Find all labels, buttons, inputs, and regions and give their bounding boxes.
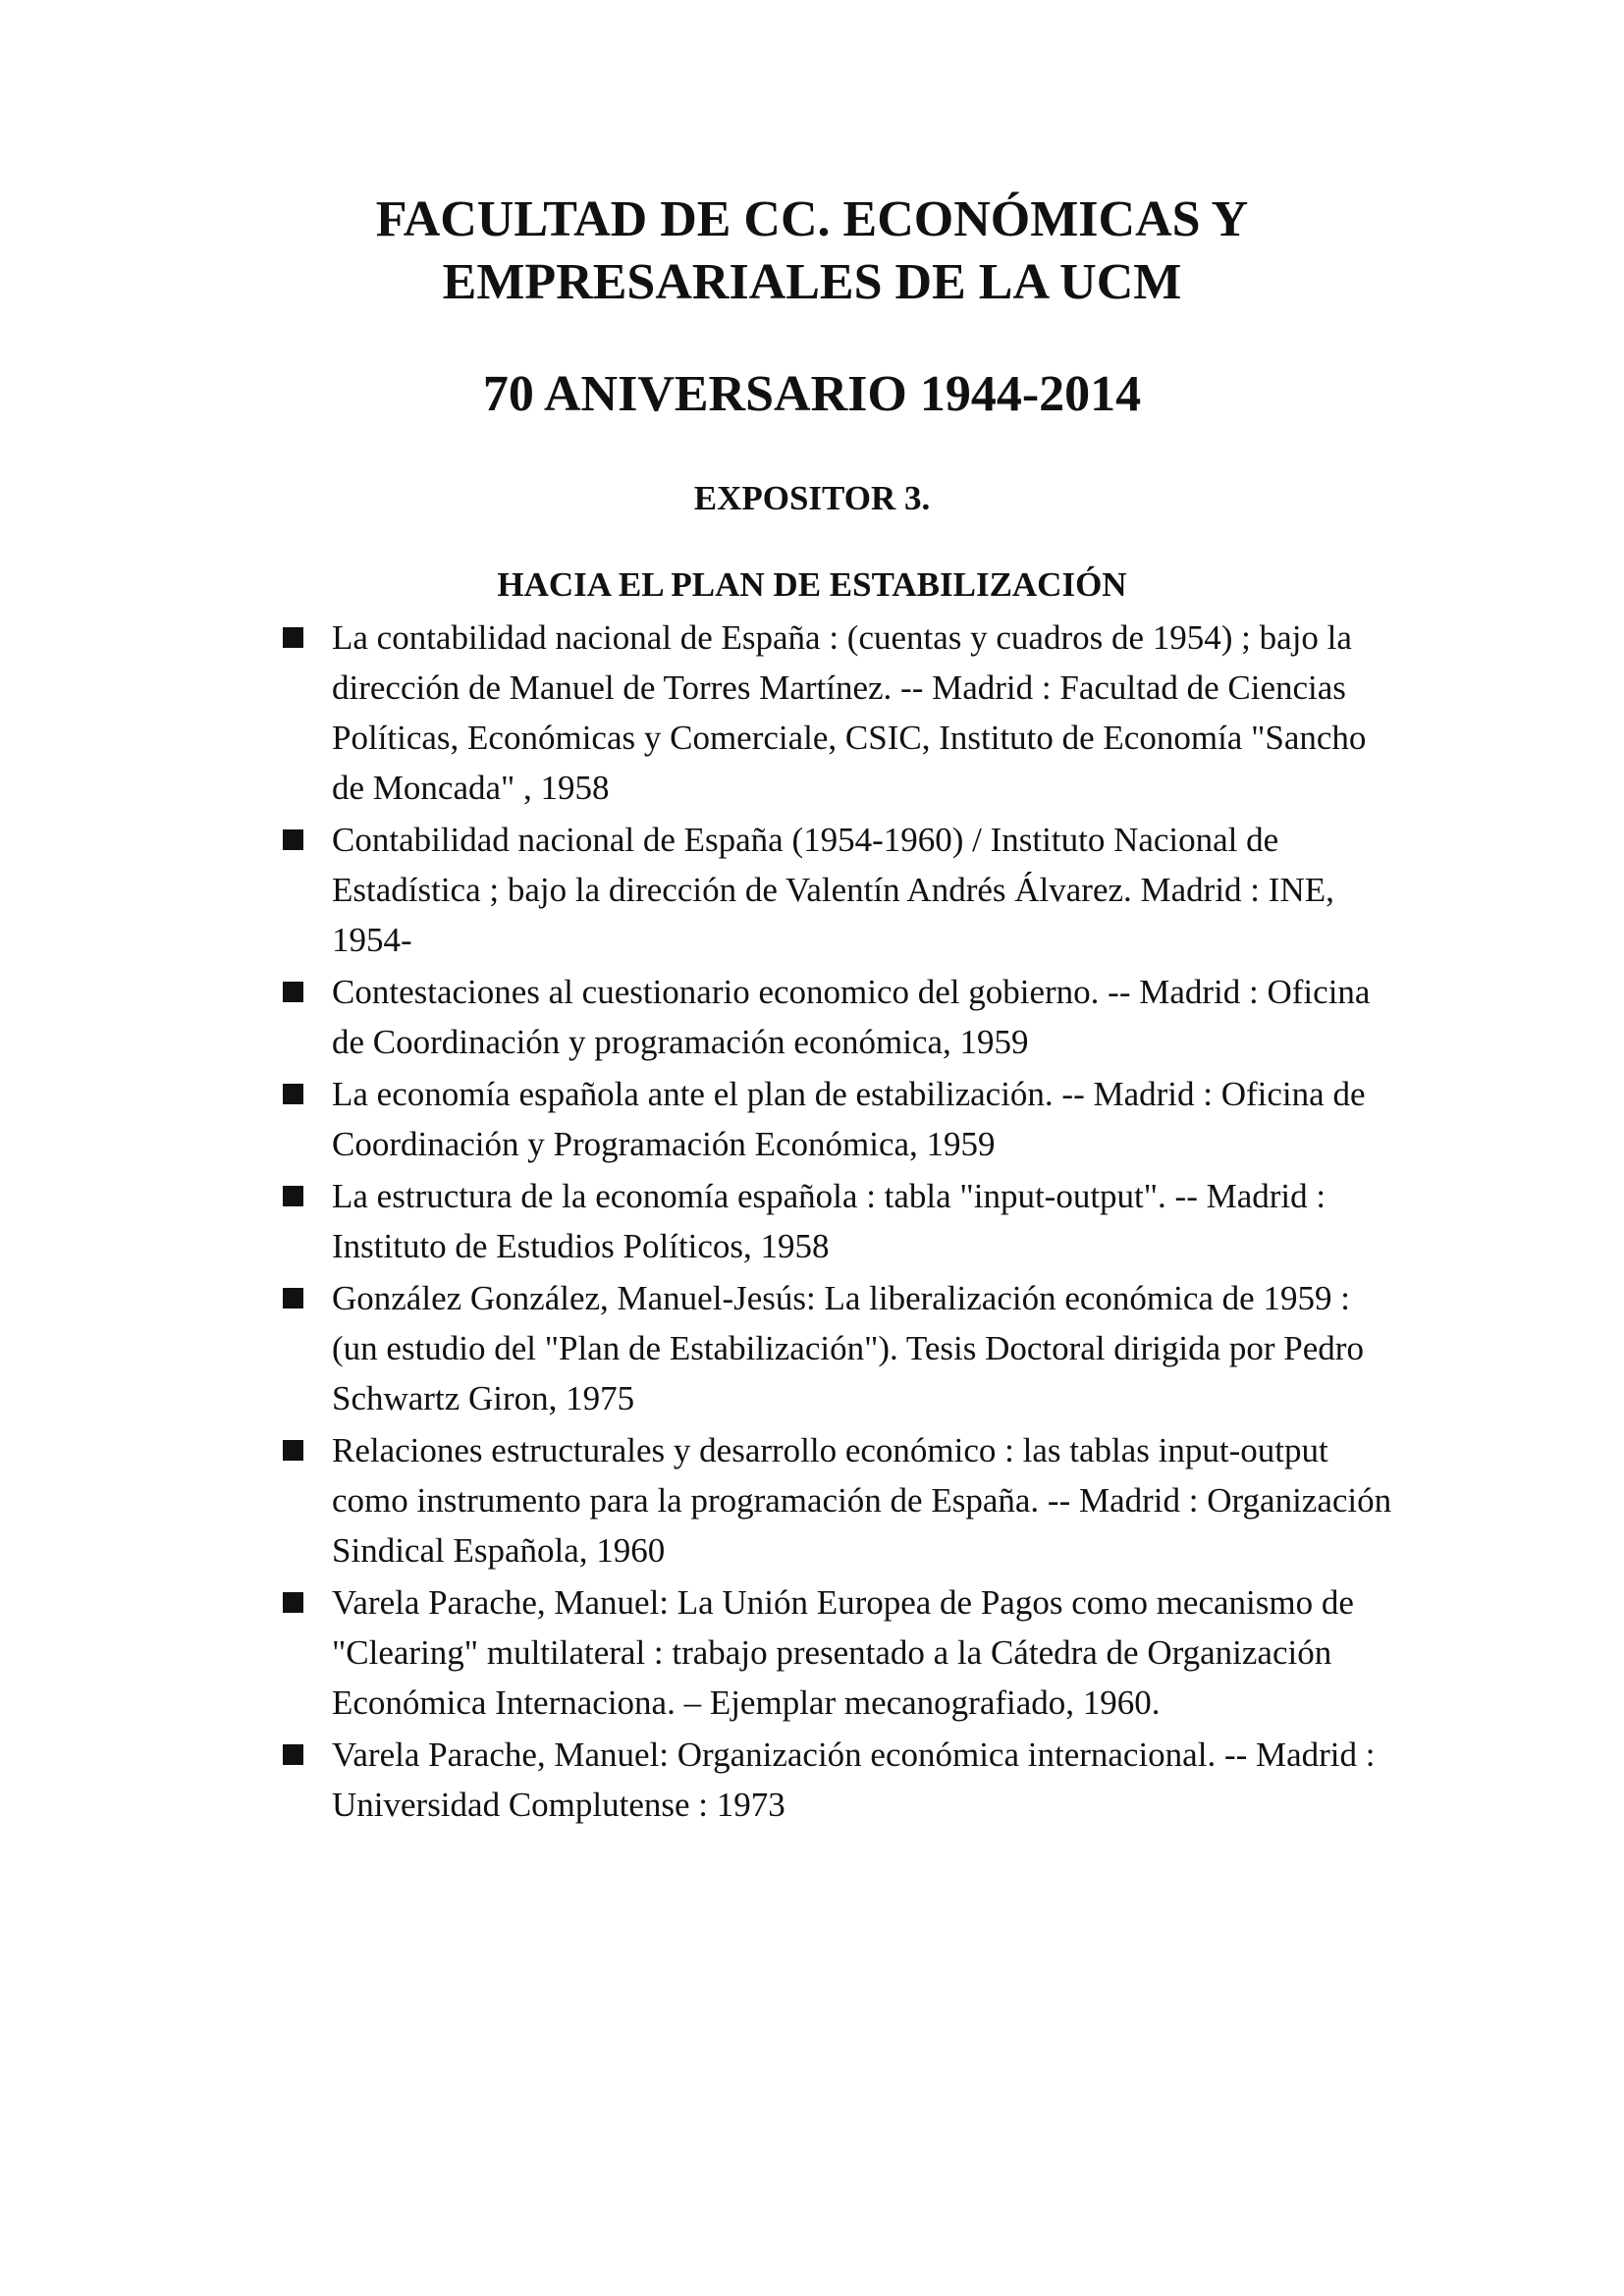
square-bullet-icon [283,1440,303,1461]
entry-text: La economía española ante el plan de estabilización. -- Madrid : Oficina de Coordinación y Programación Económica, 1959 [332,1075,1366,1163]
list-item [283,1273,1402,1423]
faculty-title-line-1: FACULTAD DE CC. ECONÓMICAS Y [375,191,1249,247]
list-item [283,613,1402,813]
entry-text: Contabilidad nacional de España (1954-1960) / Instituto Nacional de Estadística ; bajo la dirección de Valentín Andrés Álvarez. Madrid : INE, 1954- [332,821,1334,959]
square-bullet-icon [283,1084,303,1104]
square-bullet-icon [283,1744,303,1765]
entry-text: González González, Manuel-Jesús: La liberalización económica de 1959 : (un estudio del "Plan de Estabilización"). Tesis Doctoral dirigida por Pedro Schwartz Giron, 1975 [332,1279,1364,1417]
list-item [283,1730,1402,1830]
square-bullet-icon [283,1288,303,1308]
list-item [283,815,1402,965]
entry-text: Varela Parache, Manuel: La Unión Europea de Pagos como mecanismo de "Clearing" multilateral : trabajo presentado a la Cátedra de Organización Económica Internaciona. – Ejemplar mecanografiado, 1960. [332,1583,1354,1722]
section-title: HACIA EL PLAN DE ESTABILIZACIÓN [497,565,1127,604]
list-item [283,1577,1402,1728]
entry-text: Varela Parache, Manuel: Organización económica internacional. -- Madrid : Universidad Complutense : 1973 [332,1735,1376,1824]
list-item [283,1069,1402,1169]
list-item [283,1171,1402,1271]
entry-text: Relaciones estructurales y desarrollo económico : las tablas input-output como instrumento para la programación de España. -- Madrid : Organización Sindical Española, 1960 [332,1431,1392,1570]
bibliography-list [283,613,1402,1832]
square-bullet-icon [283,1186,303,1206]
square-bullet-icon [283,829,303,850]
list-item [283,967,1402,1067]
anniversary-heading: 70 ANIVERSARIO 1944-2014 [482,366,1142,422]
list-item [283,1425,1402,1575]
expositor-heading: EXPOSITOR 3. [693,479,931,517]
square-bullet-icon [283,1592,303,1613]
entry-text: La contabilidad nacional de España : (cuentas y cuadros de 1954) ; bajo la dirección de Manuel de Torres Martínez. -- Madrid : Facultad de Ciencias Políticas, Económicas y Comerciale, CSIC, Instituto de Economía "Sancho de Moncada" , 1958 [332,618,1367,807]
title-block [0,188,1624,607]
square-bullet-icon [283,982,303,1002]
square-bullet-icon [283,627,303,648]
entry-text: Contestaciones al cuestionario economico del gobierno. -- Madrid : Oficina de Coordinación y programación económica, 1959 [332,973,1371,1061]
faculty-title-line-2: EMPRESARIALES DE LA UCM [442,254,1182,310]
entry-text: La estructura de la economía española : tabla "input-output". -- Madrid : Instituto de Estudios Políticos, 1958 [332,1177,1326,1265]
